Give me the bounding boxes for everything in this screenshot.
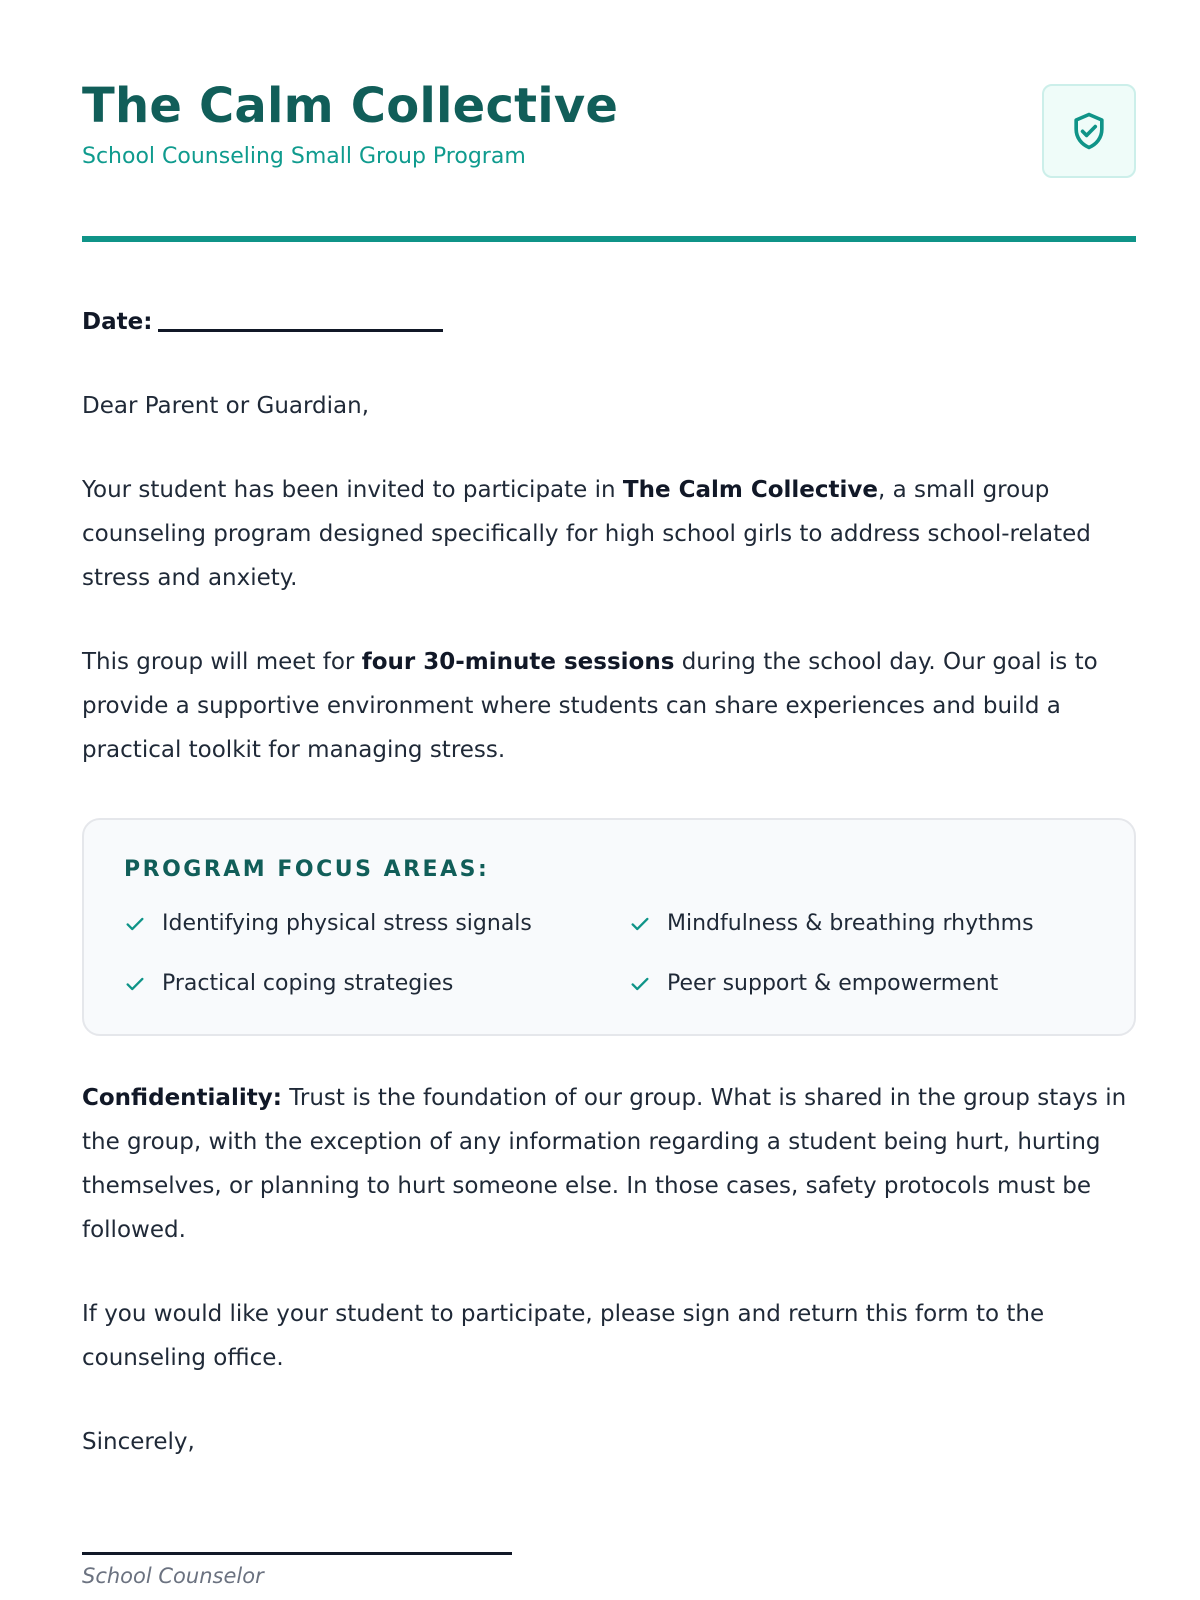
header-divider [82,236,1136,242]
focus-areas-grid [124,906,1094,1002]
header [82,78,1136,178]
letter-content [82,300,1136,1589]
confidentiality-label: Confidentiality: [82,1085,282,1111]
intro-text-after: , a small group counseling program designed specifically for high school girls to address school-related stress and anxiety. [82,477,1091,591]
program-name-emphasis: The Calm Collective [622,477,878,503]
intro-text-before: Your student has been invited to participate in [82,477,623,503]
shield-badge [1042,84,1136,178]
checkmark-icon [124,973,146,995]
focus-item-label: Practical coping strategies [162,971,454,996]
program-focus-areas [82,818,1136,1036]
signoff: Sincerely, [82,1429,195,1455]
checkmark-icon [629,913,651,935]
schedule-text-after: during the school day. Our goal is to provide a supportive environment where students can share experiences and build a practical toolkit for managing stress. [82,649,1098,763]
focus-item [629,906,1094,942]
return-request: If you would like your student to participate, please sign and return this form to the counseling office. [82,1301,1045,1371]
checkmark-icon [629,973,651,995]
signature-line [82,1552,512,1555]
date-label: Date: [82,309,153,335]
checkmark-icon [124,913,146,935]
focus-item [629,966,1094,1002]
confidentiality-paragraph [82,1076,1136,1252]
greeting: Dear Parent or Guardian, [82,393,370,419]
date-row [82,300,1136,344]
focus-item [124,906,589,942]
page-title: The Calm Collective [82,78,619,134]
focus-item-label: Identifying physical stress signals [162,911,532,936]
focus-item-label: Peer support & empowerment [667,971,999,996]
page-subtitle: School Counseling Small Group Program [82,144,526,169]
sessions-emphasis: four 30-minute sessions [361,649,675,675]
confidentiality-text: Trust is the foundation of our group. What is shared in the group stays in the group, with the exception of any information regarding a student being hurt, hurting themselves, or planning to hurt someone else. In those cases, safety protocols must be followed. [82,1085,1127,1243]
focus-item [124,966,589,1002]
focus-item-label: Mindfulness & breathing rhythms [667,911,1034,936]
focus-areas-title: PROGRAM FOCUS AREAS: [124,857,490,882]
intro-paragraph [82,468,1136,600]
schedule-paragraph [82,640,1136,772]
date-blank [158,329,443,332]
schedule-text-before: This group will meet for [82,649,362,675]
shield-check-icon [1067,109,1111,153]
signer-title: School Counselor [82,1564,264,1588]
